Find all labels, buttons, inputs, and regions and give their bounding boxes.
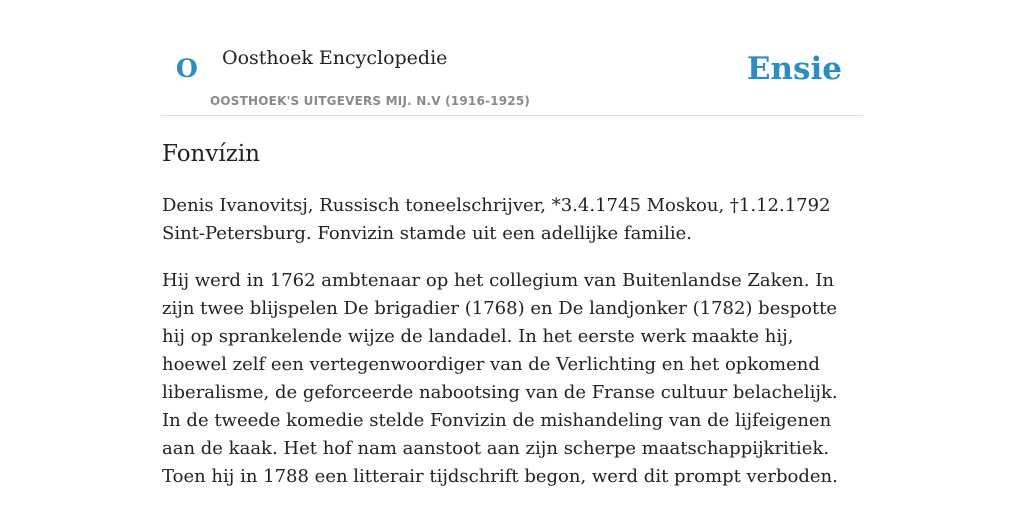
entry-title: Fonvízin — [162, 141, 260, 167]
entry-paragraph: Denis Ivanovitsj, Russisch toneelschrijver, *3.4.1745 Moskou, †1.12.1792 Sint-Petersburg. Fonvizin stamde uit een adellijke familie. — [162, 195, 831, 244]
source-title[interactable]: Oosthoek Encyclopedie — [222, 47, 448, 69]
entry-paragraph: Hij werd in 1762 ambtenaar op het collegium van Buitenlandse Zaken. In zijn twee blijspelen De brigadier (1768) en De landjonker (1782) bespotte hij op sprankelende wijze de landadel. In het eerste werk maakte hij, hoewel zelf een vertegenwoordiger van de Verlichting en het opkomend liberalisme, de geforceerde nabootsing van de Franse cultuur belachelijk. In de tweede komedie stelde Fonvizin de mishandeling van de lijfeigenen aan de kaak. Het hof nam aanstoot aan zijn scherpe maatschappijkritiek. Toen hij in 1788 een litterair tijdschrift begon, werd dit prompt verboden. — [162, 270, 838, 487]
source-logo[interactable]: O — [176, 54, 198, 83]
site-logo[interactable]: Ensie — [746, 51, 842, 87]
entry-content — [162, 138, 862, 491]
source-header — [162, 36, 862, 116]
source-publisher: OOSTHOEK'S UITGEVERS MIJ. N.V (1916-1925) — [210, 94, 531, 108]
